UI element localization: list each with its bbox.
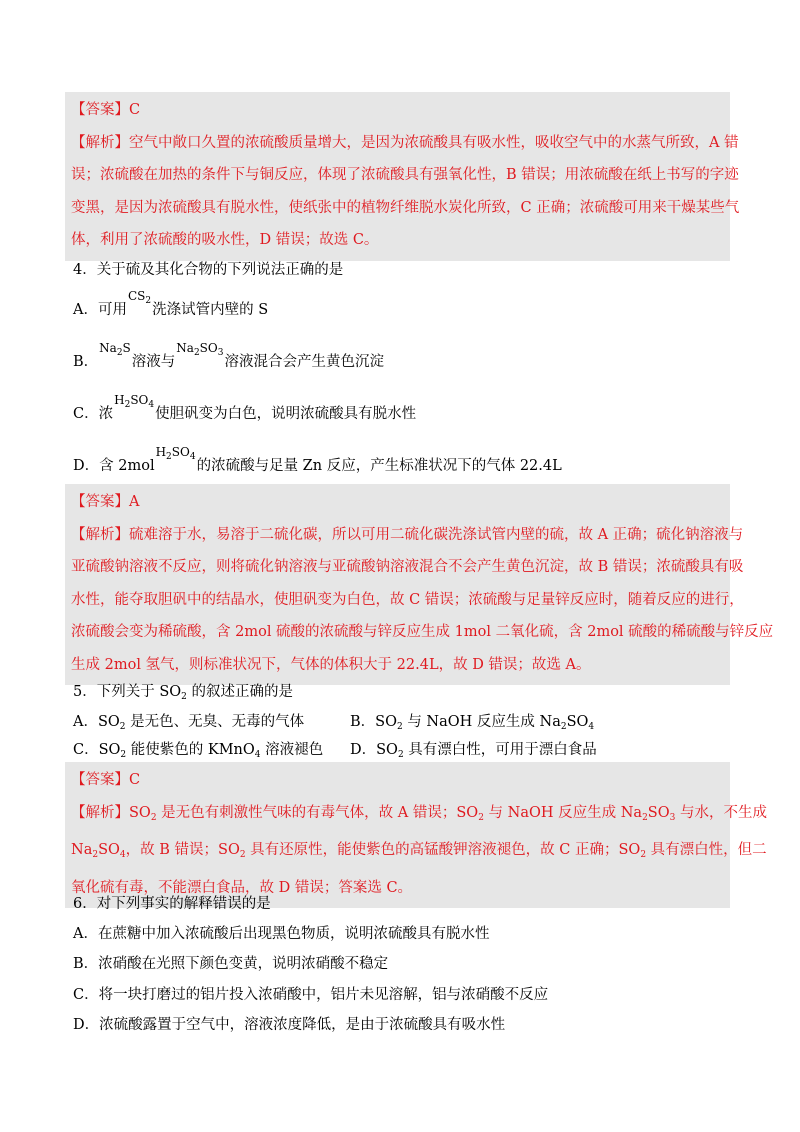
- question-6-option-d: D．浓硫酸露置于空气中，溶液浓度降低，是由于浓硫酸具有吸水性: [73, 1017, 506, 1033]
- question-5-stem: 5．下列关于 $SO_2$ 的叙述正确的是: [73, 684, 293, 702]
- answer-block-2: [65, 484, 774, 685]
- analysis-line: 氧化硫有毒，不能漂白食品，故 D 错误；答案选 C。: [71, 879, 413, 896]
- analysis-line: 浓硫酸会变为稀硫酸，含 2mol 硫酸的浓硫酸与锌反应生成 1mol 二氧化硫，含 2mol 硫酸的稀硫酸与锌反应: [71, 624, 774, 640]
- analysis-line: $Na_2SO_4$，故 B 错误；$SO_2$ 具有还原性，能使紫色的高锰酸钾溶液褪色，故 C 正确；$SO_2$ 具有漂白性，但二: [71, 842, 767, 860]
- question-4-option-a: A．可用$CS_2$洗涤试管内壁的 S: [73, 289, 269, 318]
- analysis-line: 【解析】空气中敞口久置的浓硫酸质量增大，是因为浓硫酸具有吸水性，吸收空气中的水蒸气所致，A 错: [71, 134, 739, 151]
- answer-label: 【答案】C: [71, 772, 141, 788]
- analysis-line: 体，利用了浓硫酸的吸水性，D 错误；故选 C。: [71, 232, 379, 248]
- answer-block-1: [65, 92, 740, 261]
- question-4-option-b: B．$Na_2S$溶液与$Na_2SO_3$溶液混合会产生黄色沉淀: [73, 341, 384, 370]
- question-6-option-a: A．在蔗糖中加入浓硫酸后出现黑色物质，说明浓硫酸具有脱水性: [73, 926, 490, 942]
- formula-cs2: $CS_2$: [127, 289, 152, 306]
- analysis-line: 生成 2mol 氢气，则标准状况下，气体的体积大于 22.4L，故 D 错误；故选 A。: [71, 656, 591, 673]
- analysis-line: 【解析】$SO_2$ 是无色有刺激性气味的有毒气体，故 A 错误；$SO_2$ 与 NaOH 反应生成 $Na_2SO_3$ 与水，不生成: [71, 804, 767, 823]
- analysis-line: 变黑，是因为浓硫酸具有脱水性，使纸张中的植物纤维脱水炭化所致，C 正确；浓硫酸可用来干燥某些气: [71, 199, 740, 216]
- answer-label: 【答案】C: [71, 102, 141, 118]
- question-4-option-c: C．浓$H_2SO_4$使胆矾变为白色，说明浓硫酸具有脱水性: [73, 393, 417, 422]
- answer-block-3: [65, 762, 767, 908]
- analysis-line: 水性，能夺取胆矾中的结晶水，使胆矾变为白色，故 C 错误；浓硫酸与足量锌反应时，随着反应的进行，: [71, 591, 744, 608]
- question-5-option-d: D．$SO_2$ 具有漂白性，可用于漂白食品: [350, 742, 597, 760]
- question-4-option-d: D．含 $2molH_2SO_4$的浓硫酸与足量 Zn 反应，产生标准状况下的气体 22.4L: [73, 445, 562, 474]
- question-5-option-b: B．$SO_2$ 与 NaOH 反应生成 $Na_2SO_4$: [350, 714, 595, 732]
- question-4-stem: 4．关于硫及其化合物的下列说法正确的是: [73, 262, 344, 278]
- formula-na2so3: $Na_2SO_3$: [176, 341, 224, 358]
- answer-label: 【答案】A: [71, 494, 140, 510]
- formula-h2so4: $H_2SO_4$: [114, 393, 155, 410]
- analysis-line: 误；浓硫酸在加热的条件下与铜反应，体现了浓硫酸具有强氧化性，B 错误；用浓硫酸在纸上书写的字迹: [71, 167, 739, 183]
- analysis-line: 亚硫酸钠溶液不反应，则将硫化钠溶液与亚硫酸钠溶液混合不会产生黄色沉淀，故 B 错误；浓硫酸具有吸: [71, 559, 744, 575]
- question-5-option-c: C．$SO_2$ 能使紫色的 KMnO$_4$ 溶液褪色: [73, 742, 324, 760]
- analysis-line: 【解析】硫难溶于水，易溶于二硫化碳，所以可用二硫化碳洗涤试管内壁的硫，故 A 正确；硫化钠溶液与: [71, 526, 744, 543]
- question-6-stem: 6．对下列事实的解释错误的是: [73, 896, 271, 912]
- question-5-option-a: A．$SO_2$ 是无色、无臭、无毒的气体: [73, 714, 305, 732]
- formula-na2s: $Na_2S$: [99, 341, 131, 358]
- formula-h2so4: $H_2SO_4$: [155, 445, 196, 462]
- question-6-option-c: C．将一块打磨过的铝片投入浓硝酸中，铝片未见溶解，铝与浓硝酸不反应: [73, 987, 549, 1003]
- question-6-option-b: B．浓硝酸在光照下颜色变黄，说明浓硝酸不稳定: [73, 956, 389, 972]
